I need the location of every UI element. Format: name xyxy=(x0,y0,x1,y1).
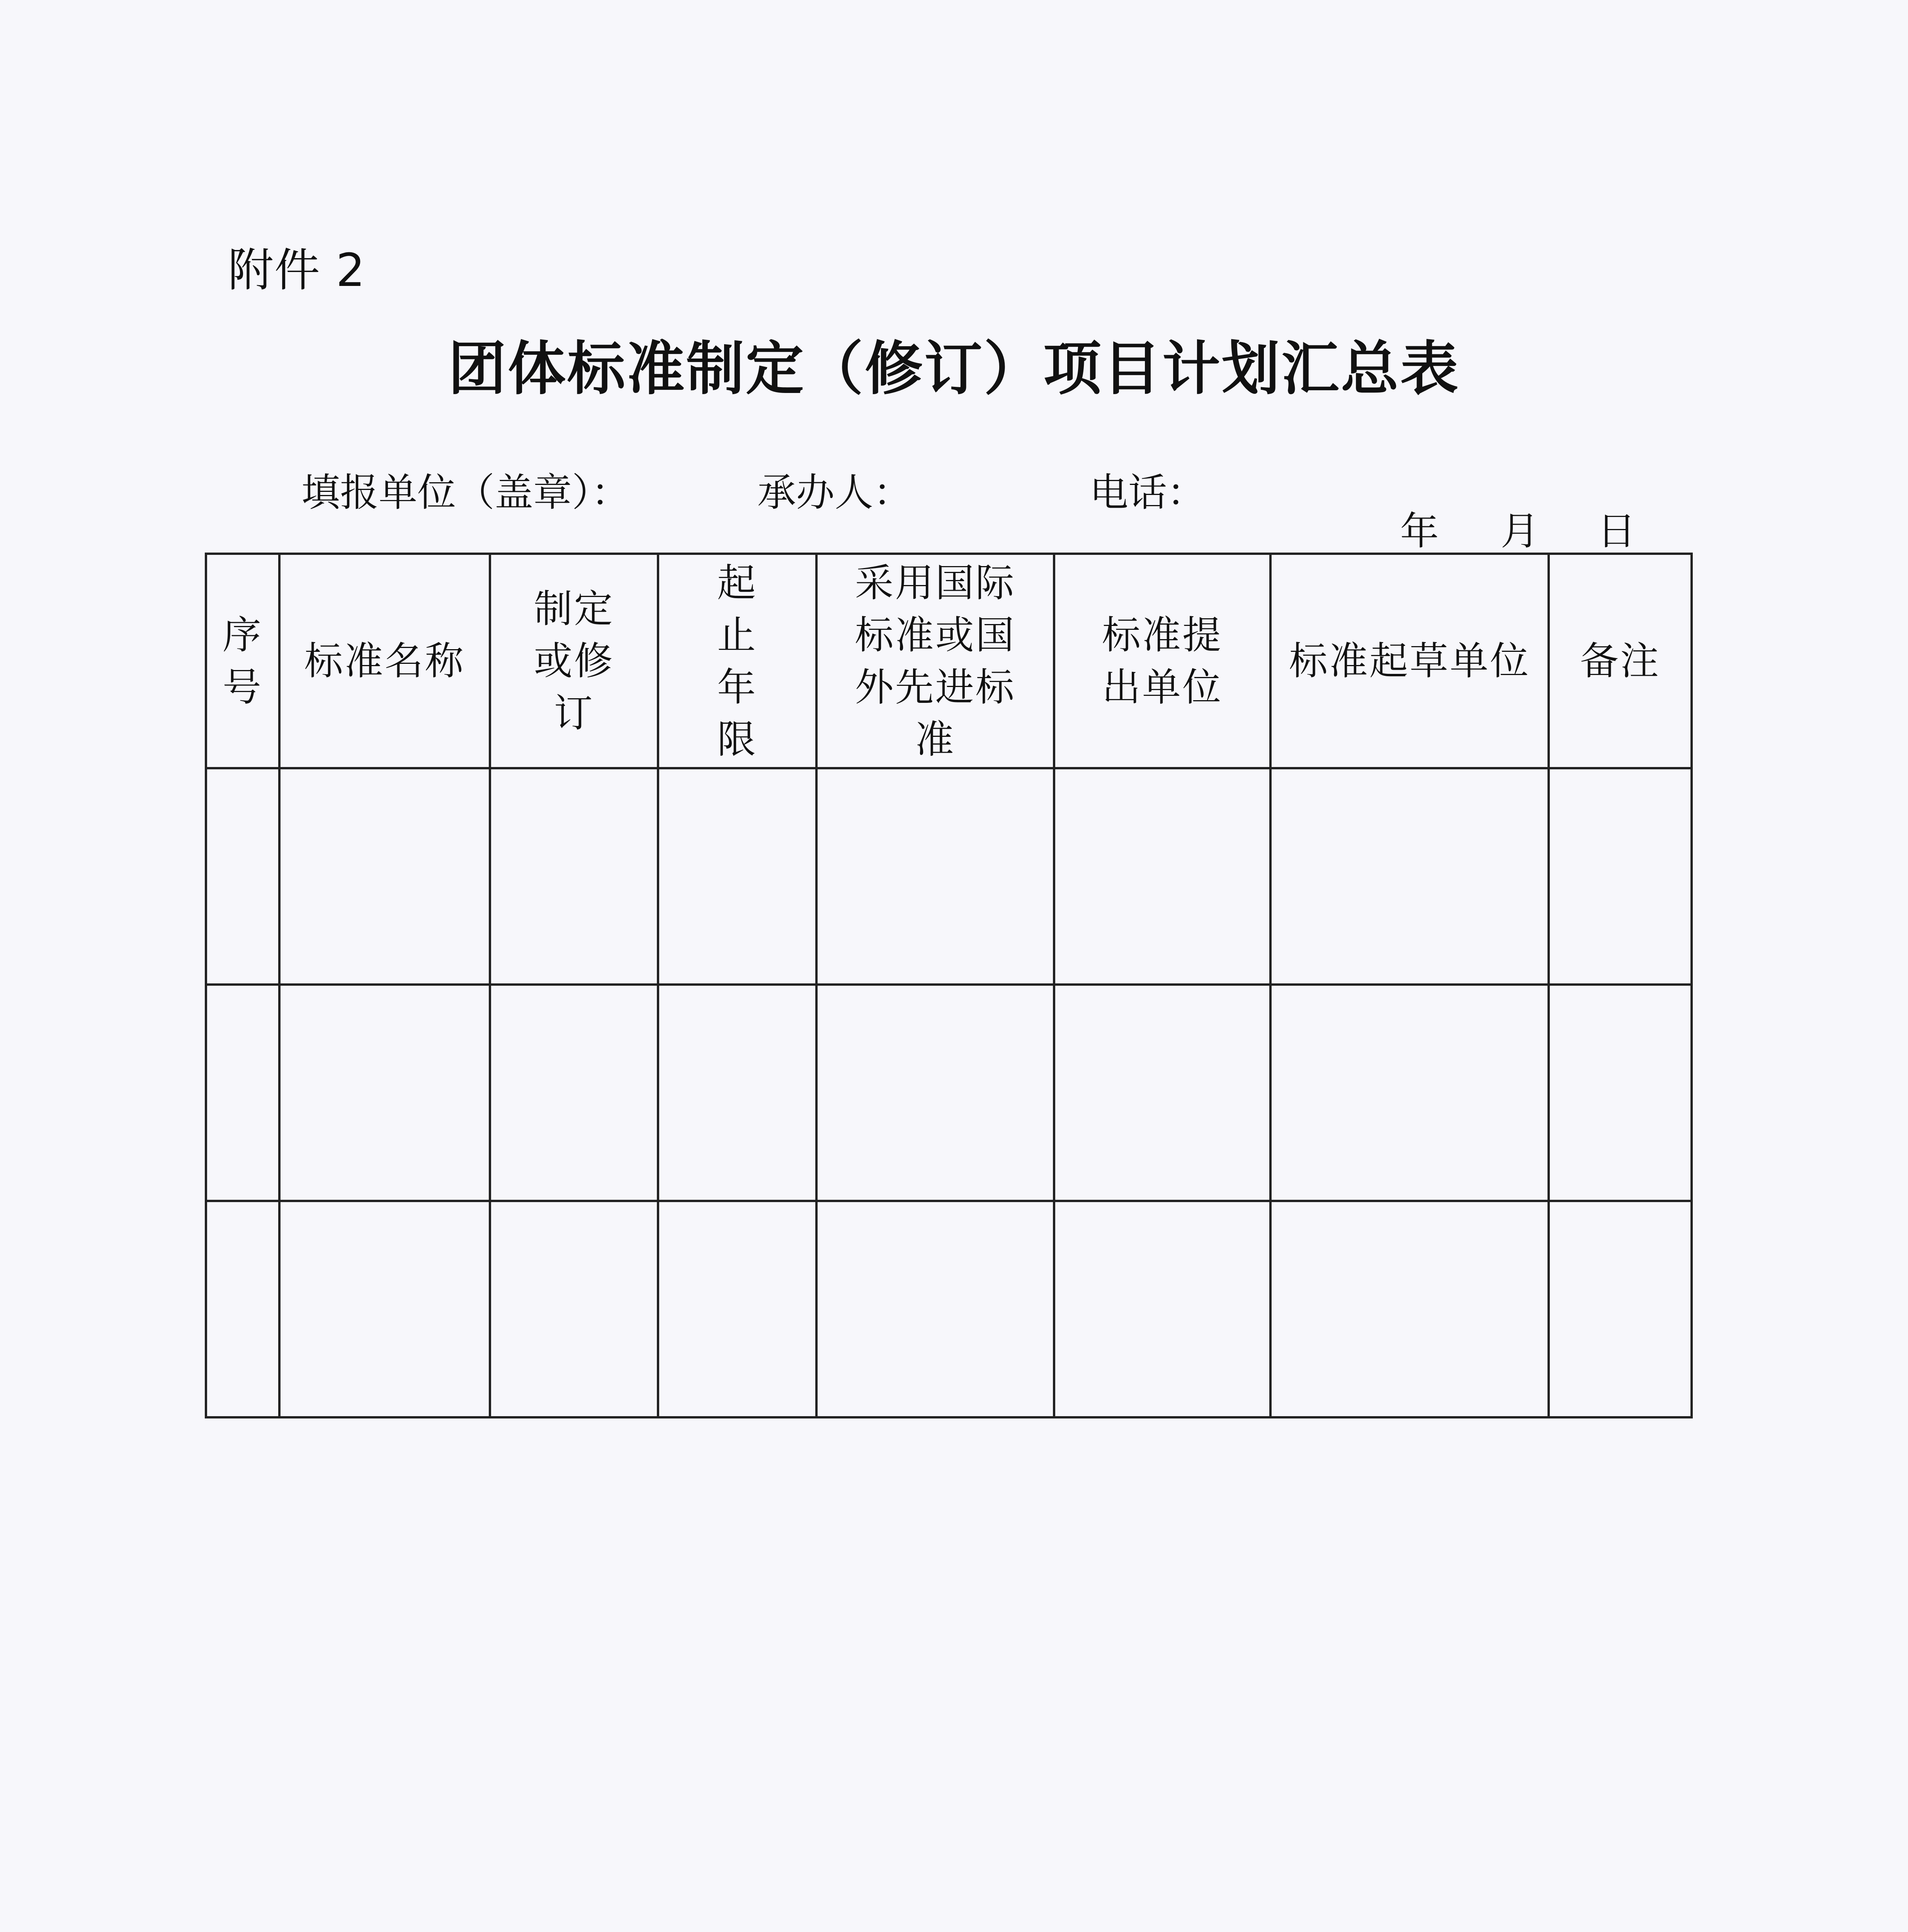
attachment-label: 附件 2 xyxy=(228,243,366,297)
table-row xyxy=(206,985,1692,1201)
cell-formulate-or-revise[interactable] xyxy=(490,1201,658,1417)
cell-proposing-unit[interactable] xyxy=(1054,985,1270,1201)
cell-remarks[interactable] xyxy=(1549,985,1692,1201)
form-title: 团体标准制定（修订）项目计划汇总表 xyxy=(448,335,1460,403)
cell-proposing-unit[interactable] xyxy=(1054,768,1270,985)
cell-drafting-unit[interactable] xyxy=(1270,985,1549,1201)
cell-serial-number[interactable] xyxy=(206,1201,279,1417)
month-label: 月 xyxy=(1500,509,1539,554)
cell-formulate-or-revise[interactable] xyxy=(490,985,658,1201)
handler-label: 承办人： xyxy=(757,470,912,515)
header-adopted-international-standard: 采用国际标准或国外先进标准 xyxy=(816,554,1054,768)
header-remarks: 备注 xyxy=(1549,554,1692,768)
table-header-row xyxy=(206,554,1692,768)
cell-serial-number[interactable] xyxy=(206,768,279,985)
cell-standard-name[interactable] xyxy=(279,1201,490,1417)
phone-label: 电话： xyxy=(1090,470,1206,515)
cell-adopted-international-standard[interactable] xyxy=(816,768,1054,985)
reporting-unit-label: 填报单位（盖章）： xyxy=(301,470,630,515)
table-row xyxy=(206,768,1692,985)
header-proposing-unit: 标准提出单位 xyxy=(1054,554,1270,768)
year-label: 年 xyxy=(1400,509,1439,554)
cell-serial-number[interactable] xyxy=(206,985,279,1201)
cell-formulate-or-revise[interactable] xyxy=(490,768,658,985)
cell-start-end-years[interactable] xyxy=(658,768,816,985)
header-serial-number: 序号 xyxy=(206,554,279,768)
day-label: 日 xyxy=(1597,509,1636,554)
plan-summary-table xyxy=(205,553,1693,1418)
cell-remarks[interactable] xyxy=(1549,1201,1692,1417)
table-row xyxy=(206,1201,1692,1417)
cell-drafting-unit[interactable] xyxy=(1270,768,1549,985)
header-standard-name: 标准名称 xyxy=(279,554,490,768)
header-start-end-years: 起止年限 xyxy=(658,554,816,768)
cell-adopted-international-standard[interactable] xyxy=(816,985,1054,1201)
cell-adopted-international-standard[interactable] xyxy=(816,1201,1054,1417)
cell-standard-name[interactable] xyxy=(279,985,490,1201)
header-drafting-unit: 标准起草单位 xyxy=(1270,554,1549,768)
cell-remarks[interactable] xyxy=(1549,768,1692,985)
header-formulate-or-revise: 制定或修订 xyxy=(490,554,658,768)
cell-start-end-years[interactable] xyxy=(658,985,816,1201)
date-line xyxy=(1376,473,1636,554)
cell-drafting-unit[interactable] xyxy=(1270,1201,1549,1417)
cell-start-end-years[interactable] xyxy=(658,1201,816,1417)
cell-standard-name[interactable] xyxy=(279,768,490,985)
cell-proposing-unit[interactable] xyxy=(1054,1201,1270,1417)
